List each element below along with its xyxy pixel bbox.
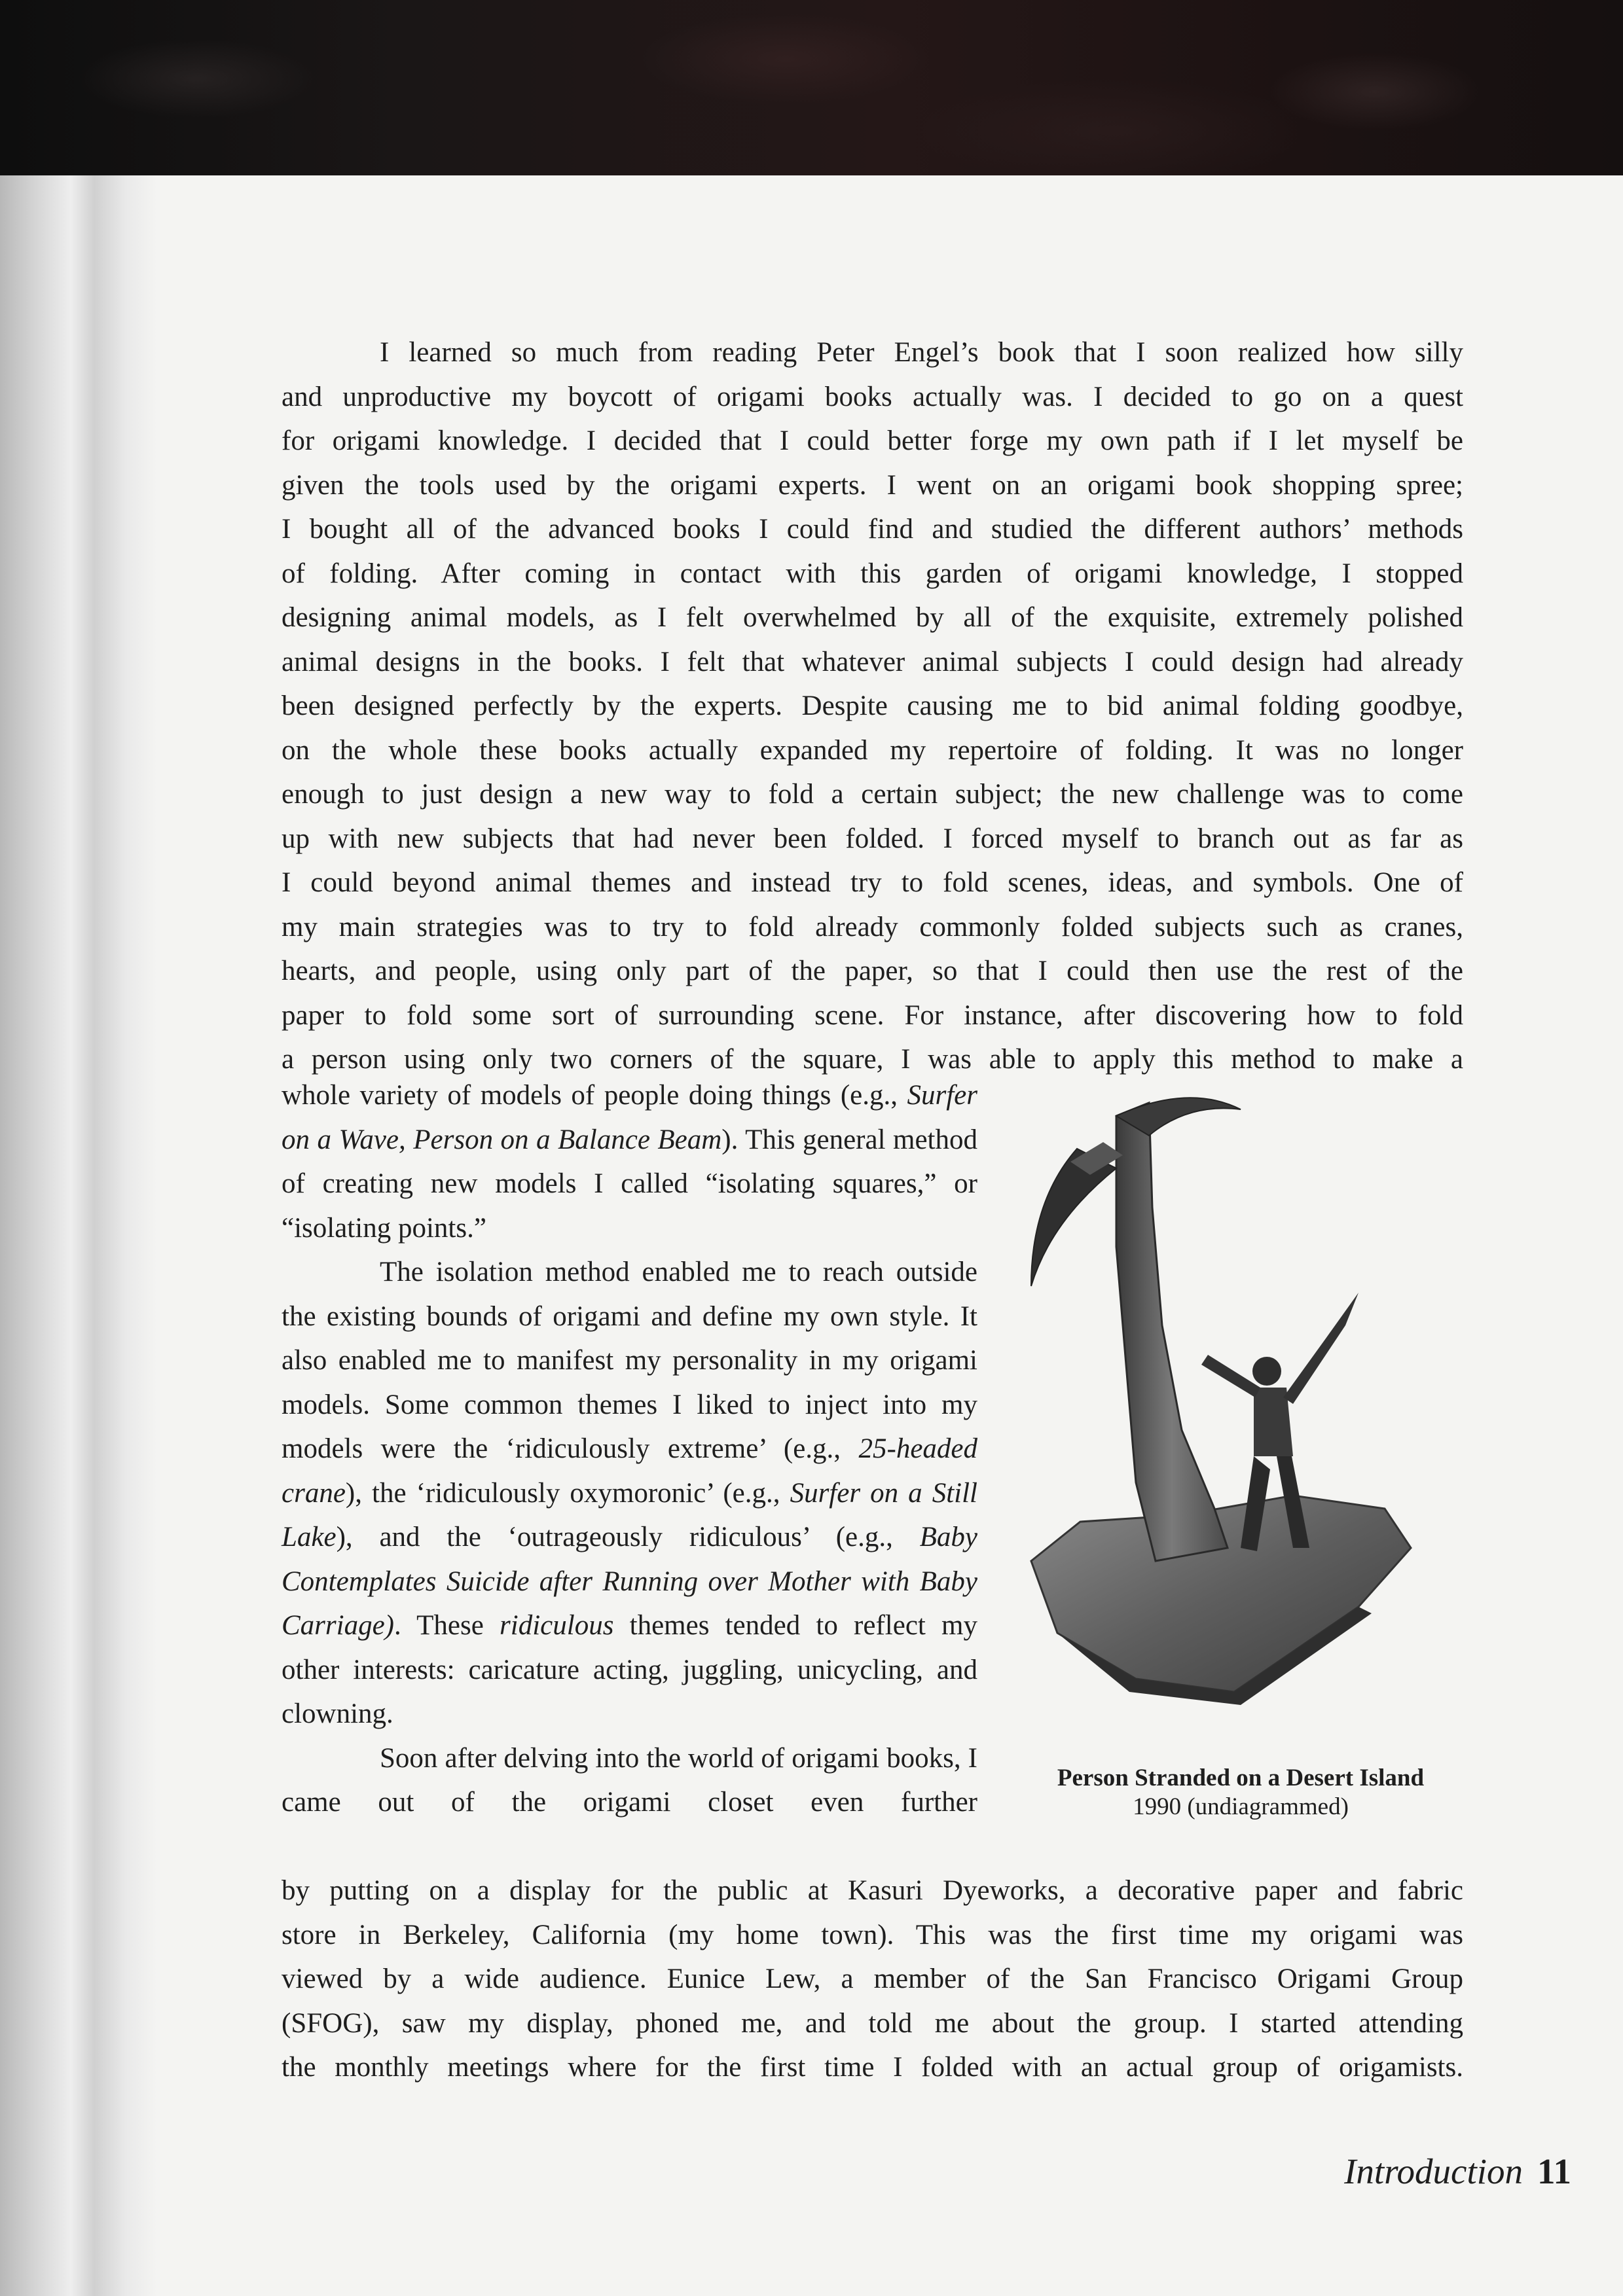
caption-title: Person Stranded on a Desert Island: [1057, 1765, 1425, 1791]
text-line: and unproductive my boycott of origami books actually was. I decided to go on a quest: [282, 381, 1463, 412]
palm-frond-left: [1031, 1149, 1116, 1286]
para2-text-5: themes tended to reflect my other interests: caricature acting, juggling, unicycling, and clowning.: [282, 1610, 977, 1729]
paragraph-3-start: [282, 1736, 977, 1825]
palm-trunk: [1116, 1103, 1228, 1561]
text-line: of folding. After coming in contact with this garden of origami knowledge, I stopped: [282, 558, 1463, 589]
paragraph-2: [282, 1250, 977, 1736]
text-line: I bought all of the advanced books I could find and studied the different authors’ methods: [282, 514, 1463, 545]
text-line: been designed perfectly by the experts. Despite causing me to bid animal folding goodbye,: [282, 691, 1463, 721]
person-arm-left: [1201, 1355, 1260, 1397]
person-head: [1252, 1357, 1281, 1386]
text-line: by putting on a display for the public at Kasuri Dyeworks, a decorative paper and fabric: [282, 1875, 1463, 1906]
text-line: designing animal models, as I felt overwhelmed by all of the exquisite, extremely polished: [282, 602, 1463, 633]
para2-example-3: Baby Contemplates Suicide after Running over Mother with Baby Carriage): [282, 1522, 977, 1641]
text-line: viewed by a wide audience. Eunice Lew, a member of the San Francisco Origami Group: [282, 1964, 1463, 1994]
text-line: the monthly meetings where for the first time I folded with an actual group of origamists.: [282, 2052, 1463, 2083]
para1-example: Surfer on a Wave, Person on a Balance Beam: [282, 1080, 977, 1155]
island-base: [1031, 1496, 1411, 1692]
para3-left-text: Soon after delving into the world of origami books, I came out of the origami closet even further: [282, 1742, 977, 1818]
para2-text-4: . These: [394, 1610, 500, 1641]
para2-text-3: ), and the ‘outrageously ridiculous’ (e.g.,: [336, 1522, 920, 1552]
top-band-texture: [0, 0, 1623, 175]
paragraph-1: [282, 331, 1463, 1082]
para2-text-2: ), the ‘ridiculously oxymoronic’ (e.g.,: [345, 1477, 790, 1509]
text-line: hearts, and people, using only part of the paper, so that I could then use the rest of the: [282, 956, 1463, 986]
text-line: store in Berkeley, California (my home town). This was the first time my origami was: [282, 1919, 1463, 1950]
person-arm-right: [1283, 1293, 1359, 1404]
para2-emphasis: ridiculous: [500, 1610, 614, 1641]
text-line: on the whole these books actually expanded my repertoire of folding. It was no longer: [282, 734, 1463, 766]
text-line: for origami knowledge. I decided that I could better forge my own path if I let myself be: [282, 425, 1463, 456]
origami-illustration: [1018, 1090, 1463, 1718]
text-line: I learned so much from reading Peter Engel’s book that I soon realized how silly: [380, 337, 1463, 368]
text-line: a person using only two corners of the square, I was able to apply this method to make a: [282, 1044, 1463, 1075]
para1-cont-1: whole variety of models of people doing things (e.g.,: [282, 1080, 898, 1111]
book-gutter-shadow: [0, 175, 157, 2296]
para2-example-2: Surfer on a Still Lake: [282, 1477, 977, 1552]
text-line: (SFOG), saw my display, phoned me, and told me about the group. I started attending: [282, 2007, 1463, 2039]
text-line: I could beyond animal themes and instead try to fold scenes, ideas, and symbols. One of: [282, 867, 1463, 898]
text-line: enough to just design a new way to fold a certain subject; the new challenge was to come: [282, 779, 1463, 810]
page-footer: [1296, 2150, 1571, 2193]
text-line: animal designs in the books. I felt that whatever animal subjects I could design had already: [282, 646, 1463, 677]
footer-section: Introduction: [1344, 2151, 1523, 2191]
para2-example-1: 25-headed crane: [282, 1433, 977, 1509]
text-line: my main strategies was to try to fold already commonly folded subjects such as cranes,: [282, 911, 1463, 942]
text-line: up with new subjects that had never been folded. I forced myself to branch out as far as: [282, 823, 1463, 854]
text-line: paper to fold some sort of surrounding scene. For instance, after discovering how to fold: [282, 999, 1463, 1031]
origami-photo: [1018, 1090, 1463, 1718]
paragraph-3-continuation: [282, 1869, 1463, 2090]
para2-text-1: The isolation method enabled me to reach outside the existing bounds of origami and define my own style. It also enabled me to manifest my personality in my origami models. Some common themes I liked to inject into my models were the ‘ridiculously extreme’ (e.g.,: [282, 1257, 977, 1464]
top-dark-band: [0, 0, 1623, 175]
caption-subtitle: 1990 (undiagrammed): [1133, 1793, 1349, 1820]
page-number: 11: [1537, 2151, 1571, 2191]
wrapped-text-column: [282, 1073, 977, 1825]
paragraph-1-continuation: [282, 1073, 977, 1250]
text-line: given the tools used by the origami experts. I went on an origami book shopping spree;: [282, 469, 1463, 501]
figure-caption: [982, 1764, 1499, 1821]
para1-cont-2: ). This general method of creating new models I called “isolating squares,” or “isolating points.”: [282, 1124, 977, 1244]
